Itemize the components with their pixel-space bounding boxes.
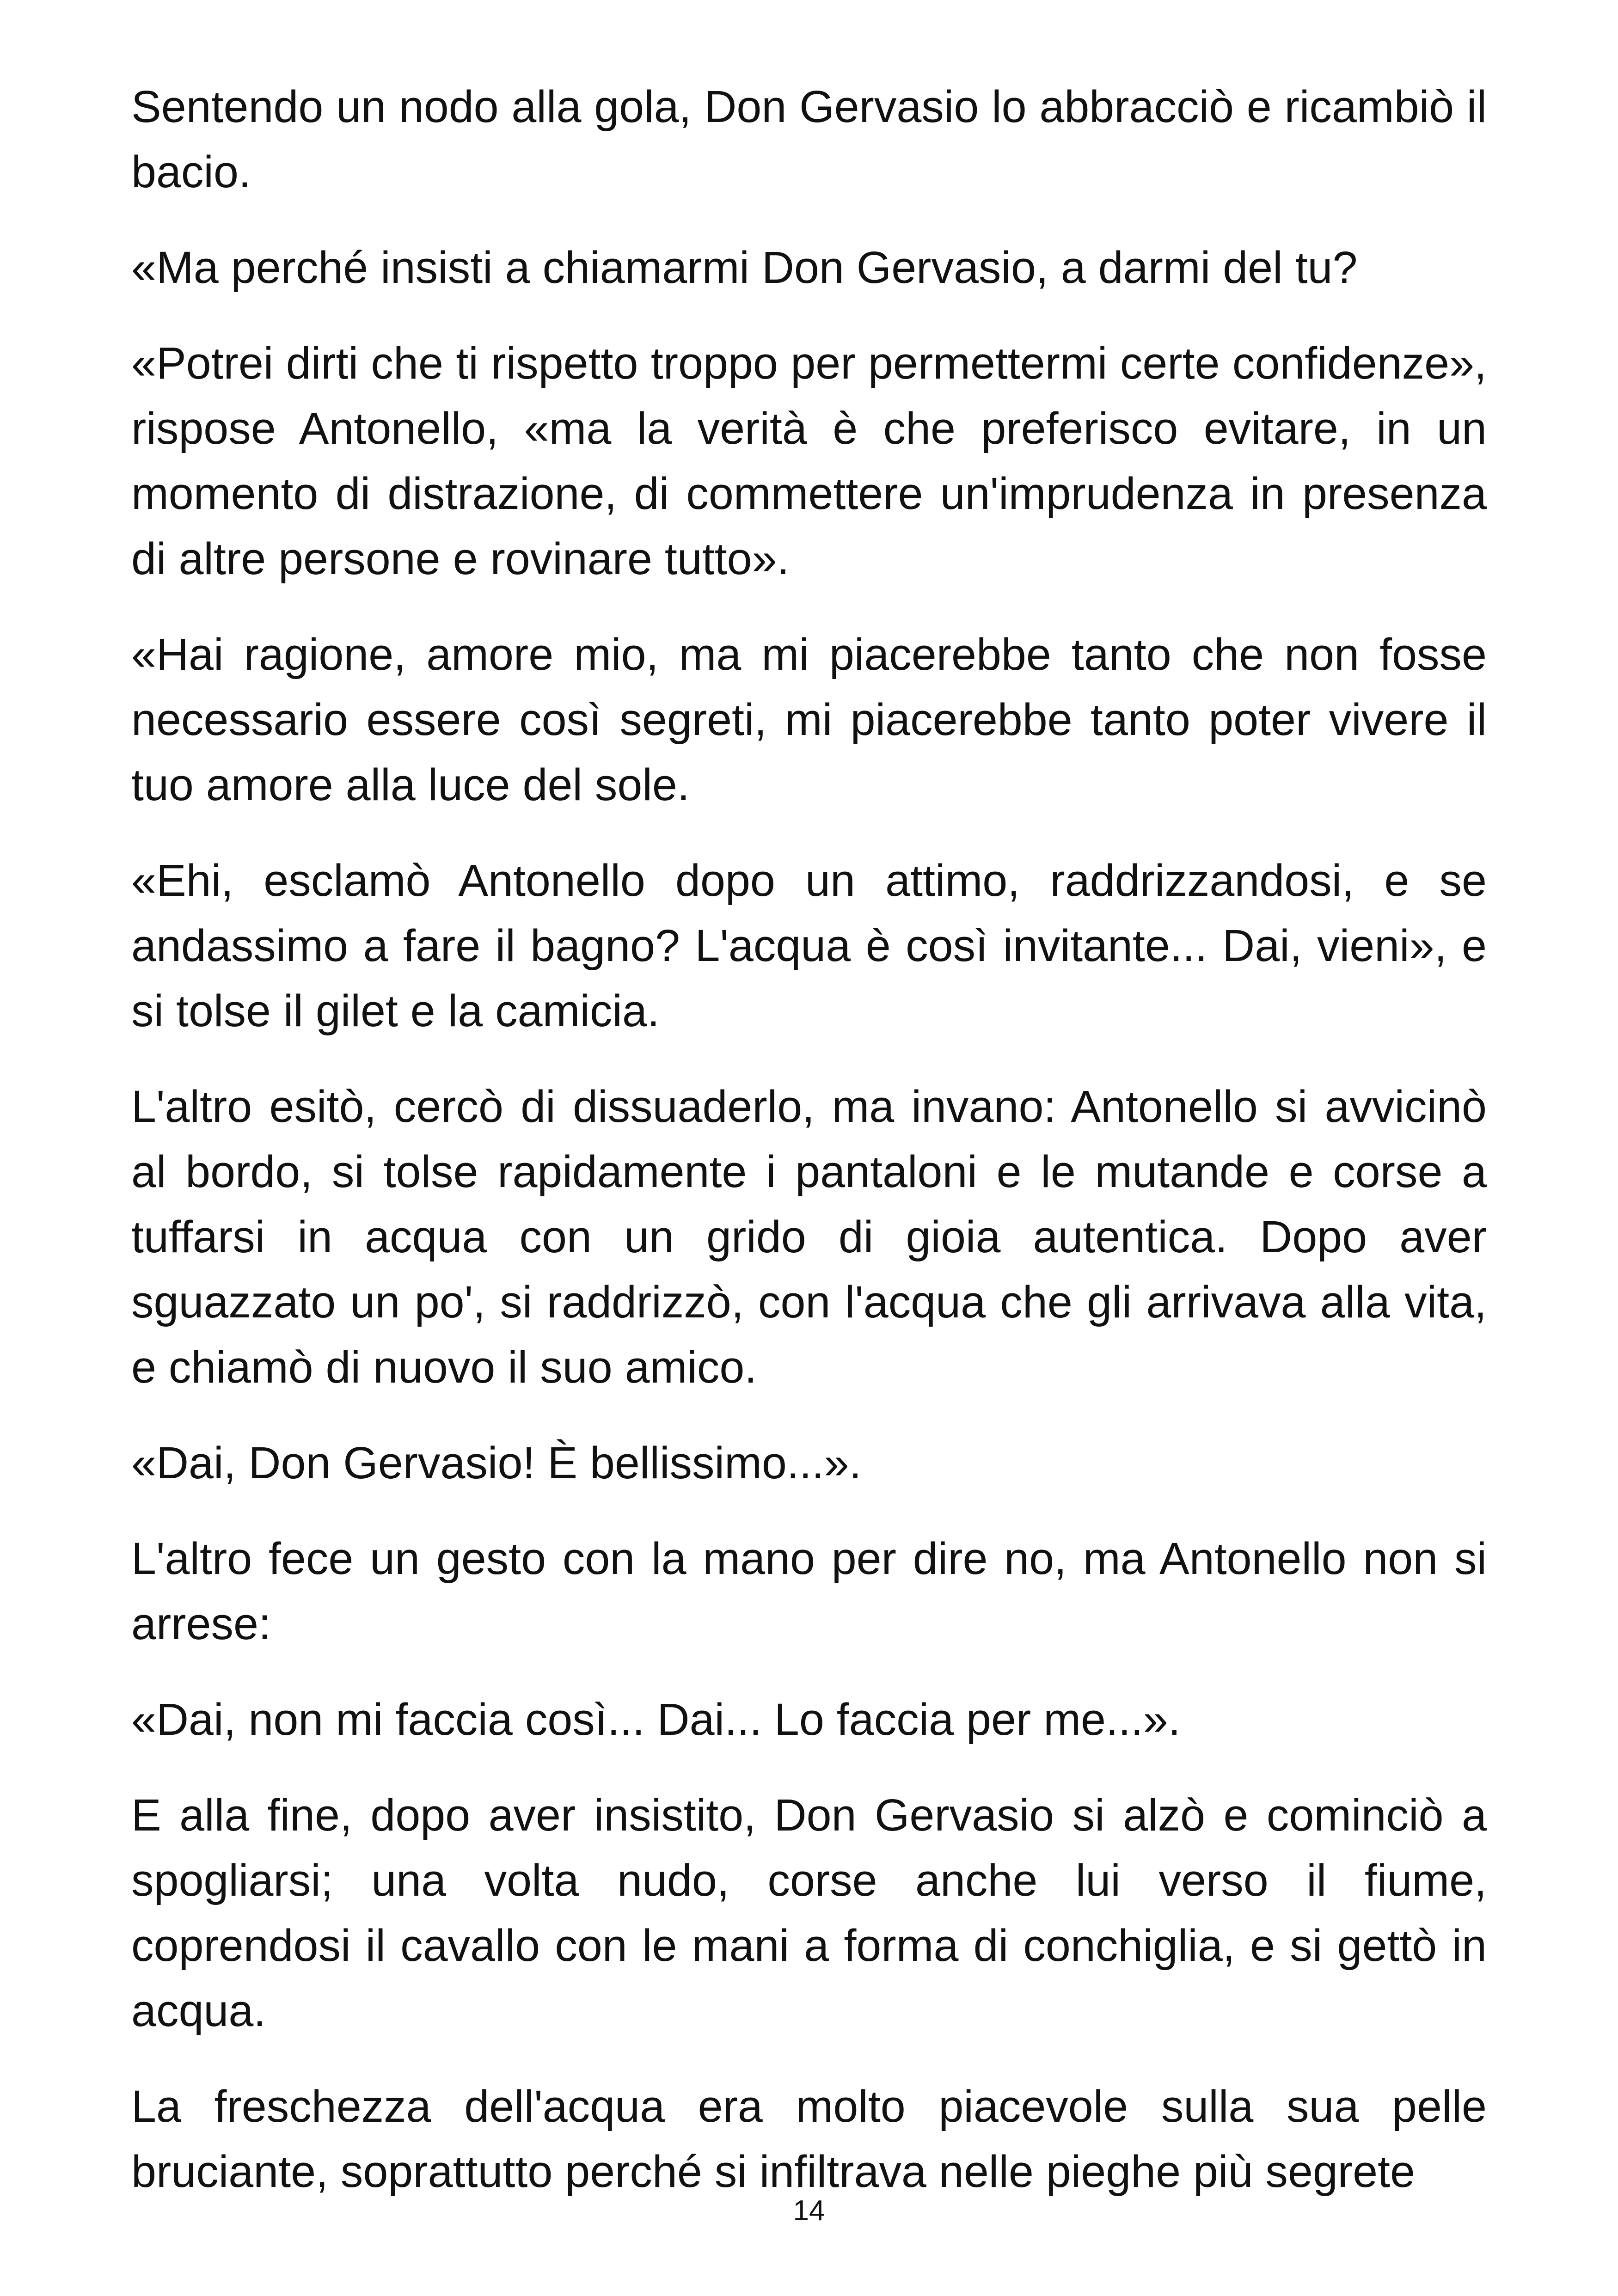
paragraph: E alla fine, dopo aver insistito, Don Gervasio si alzò e cominciò a spogliarsi; una volta nudo, corse anche lui verso il fiume, coprendosi il cavallo con le mani a forma di conchiglia, e si gettò in acqua. (131, 1790, 1487, 2036)
body-text (131, 74, 1487, 2204)
paragraph: Sentendo un nodo alla gola, Don Gervasio lo abbracciò e ricambiò il bacio. (131, 81, 1487, 197)
paragraph: L'altro esitò, cercò di dissuaderlo, ma invano: Antonello si avvicinò al bordo, si tolse rapidamente i pantaloni e le mutande e corse a tuffarsi in acqua con un grido di gioia autentica. Dopo aver sguazzato un po', si raddrizzò, con l'acqua che gli arrivava alla vita, e chiamò di nuovo il suo amico. (131, 1081, 1487, 1392)
page-number: 14 (793, 2195, 825, 2227)
paragraph: «Dai, non mi faccia così... Dai... Lo faccia per me...». (131, 1694, 1181, 1745)
paragraph: La freschezza dell'acqua era molto piacevole sulla sua pelle bruciante, soprattutto perché si infiltrava nelle pieghe più segrete (131, 2081, 1487, 2197)
paragraph: «Hai ragione, amore mio, ma mi piacerebbe tanto che non fosse necessario essere così segreti, mi piacerebbe tanto poter vivere il tuo amore alla luce del sole. (131, 629, 1487, 810)
paragraph: «Dai, Don Gervasio! È bellissimo...». (131, 1438, 862, 1488)
paragraph: L'altro fece un gesto con la mano per dire no, ma Antonello non si arrese: (131, 1533, 1487, 1649)
paragraph: «Potrei dirti che ti rispetto troppo per permettermi certe confidenze», rispose Antonello, «ma la verità è che preferisco evitare, in un momento di distrazione, di commettere un'imprudenza in presenza di altre persone e rovinare tutto». (131, 338, 1487, 584)
paragraph: «Ehi, esclamò Antonello dopo un attimo, raddrizzandosi, e se andassimo a fare il bagno? L'acqua è così invitante... Dai, vieni», e si tolse il gilet e la camicia. (131, 855, 1487, 1036)
paragraph: «Ma perché insisti a chiamarmi Don Gervasio, a darmi del tu? (131, 242, 1358, 293)
